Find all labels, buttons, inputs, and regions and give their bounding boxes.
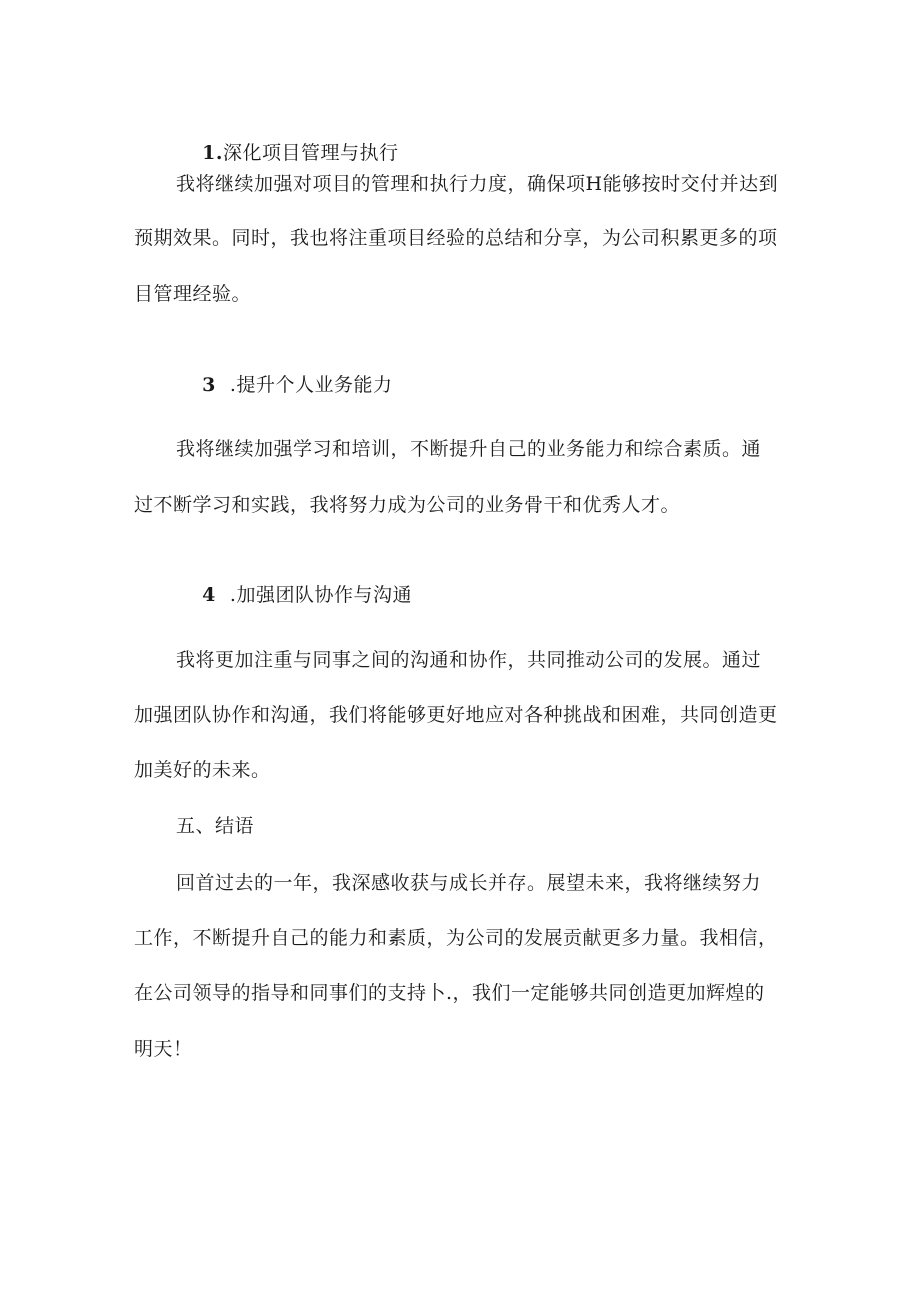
para-1-line-3: 目管理经验。 — [134, 283, 252, 305]
heading-3-text: .提升个人业务能力 — [229, 374, 393, 396]
para-4-line-2: 加强团队协作和沟通，我们将能够更好地应对各种挑战和困难，共同创造更 — [134, 704, 778, 726]
para-3-line-1: 我将继续加强学习和培训，不断提升自己的业务能力和综合素质。通 — [176, 438, 762, 460]
para-1-line-1: 我将继续加强对项目的管理和执行力度，确保项H能够按时交付并达到 — [176, 173, 779, 195]
heading-4-number: 4 — [202, 584, 216, 606]
heading-1-number: 1. — [202, 142, 224, 164]
para-3-line-2: 过不断学习和实践，我将努力成为公司的业务骨干和优秀人才。 — [134, 494, 681, 516]
para-4-line-1: 我将更加注重与同事之间的沟通和协作，共同推动公司的发展。通过 — [176, 649, 762, 671]
para-1-line-2: 预期效果。同时，我也将注重项目经验的总结和分享，为公司积累更多的项 — [134, 227, 778, 249]
heading-4 — [176, 559, 412, 631]
para-5-line-3: 在公司领导的指导和同事们的支持卜.，我们一定能够共同创造更加辉煌的 — [134, 982, 765, 1004]
heading-3-number: 3 — [202, 374, 216, 396]
heading-4-text: .加强团队协作与沟通 — [229, 584, 412, 606]
heading-3 — [176, 349, 392, 421]
para-5-line-1: 回首过去的一年，我深感收获与成长并存。展望未来，我将继续努力 — [176, 872, 762, 894]
section-5-title: 五、结语 — [176, 815, 255, 837]
para-5-line-2: 工作，不断提升自己的能力和素质，为公司的发展贡献更多力量。我相信， — [134, 927, 778, 949]
para-4-line-3: 加美好的未来。 — [134, 759, 271, 781]
heading-1-text: 深化项目管理与执行 — [223, 142, 399, 164]
para-5-line-4: 明天！ — [134, 1038, 193, 1060]
